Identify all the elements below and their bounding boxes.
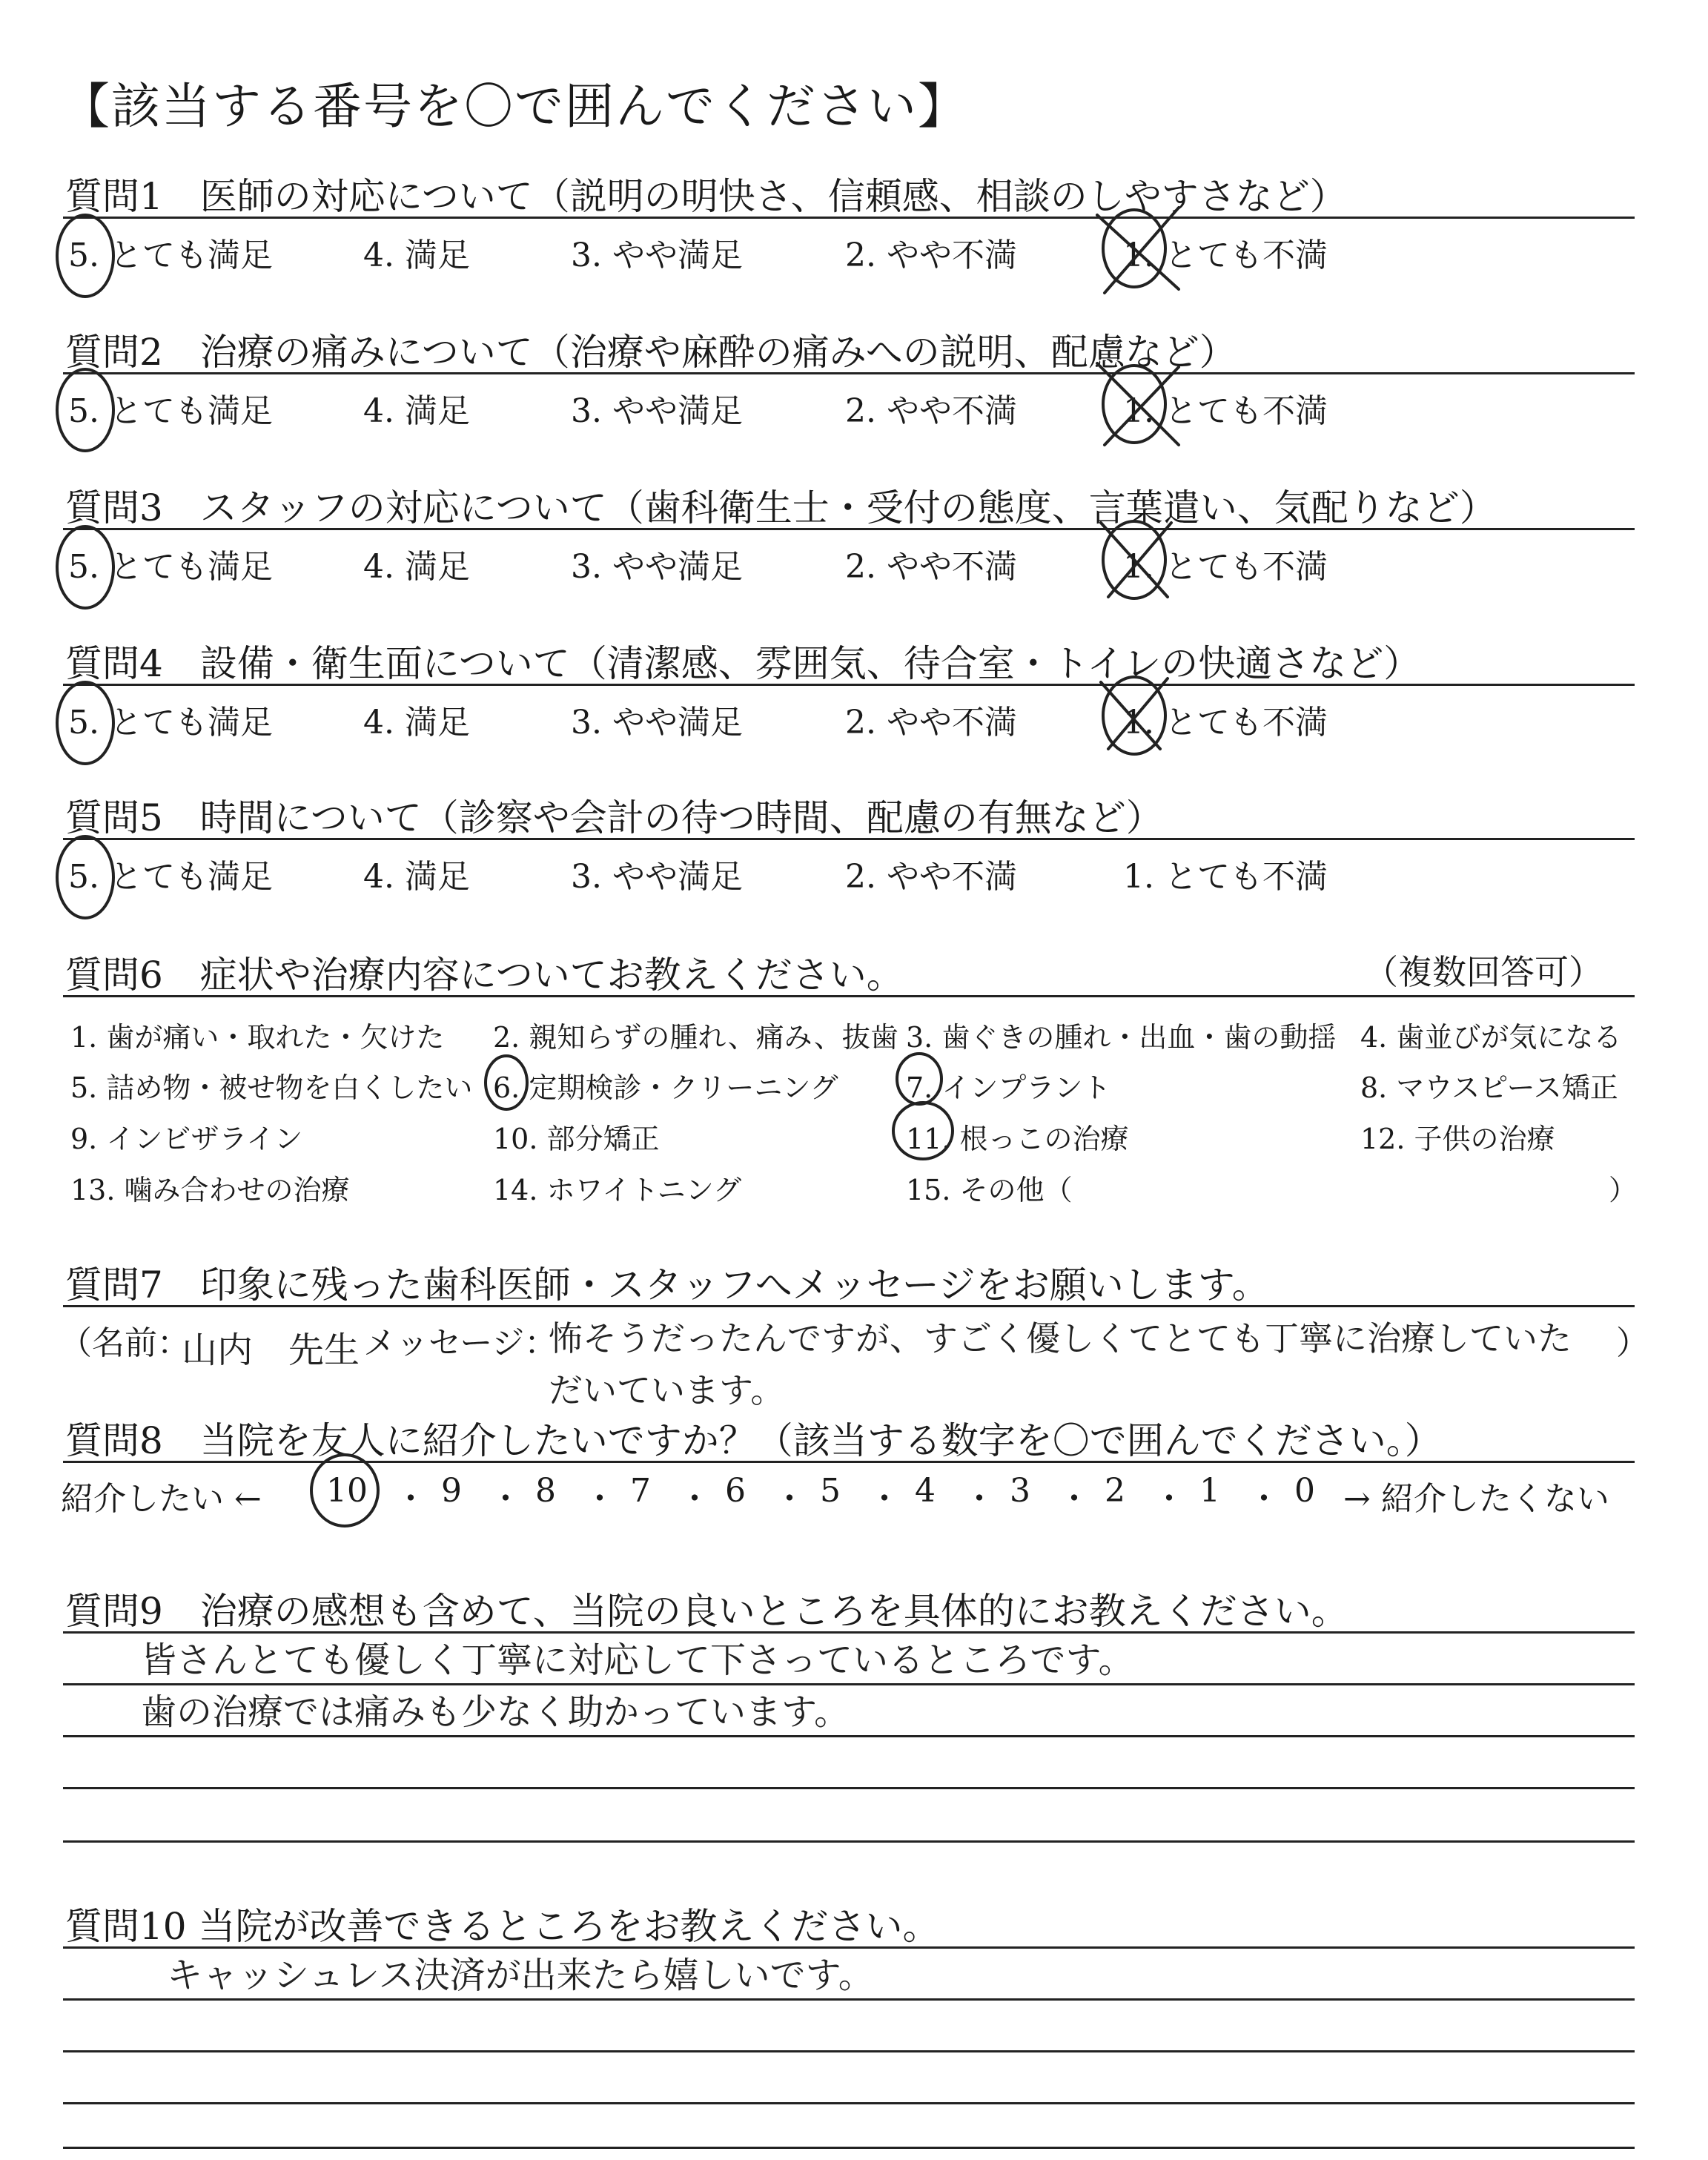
q5-option-4[interactable]: 4. 満足 [363, 858, 470, 896]
q2-option-2[interactable]: 2. やや不満 [845, 392, 1017, 430]
q4-option-3[interactable]: 3. やや満足 [571, 704, 743, 742]
q6-item-15-other[interactable]: 15. その他（ [906, 1174, 1073, 1206]
q6-item-9[interactable]: 9. インビザライン [70, 1123, 303, 1155]
q5-option-2[interactable]: 2. やや不満 [845, 858, 1017, 896]
q8-sep: ・ [773, 1480, 806, 1518]
q4-option-4[interactable]: 4. 満足 [363, 704, 470, 742]
q3-option-2[interactable]: 2. やや不満 [845, 548, 1017, 586]
q8-score-0[interactable]: 0 [1294, 1472, 1315, 1510]
q2-rule [63, 372, 1635, 374]
q10-answer-rule [63, 2102, 1635, 2104]
q8-sep: ・ [1058, 1480, 1090, 1518]
q1-option-4[interactable]: 4. 満足 [363, 237, 470, 274]
q2-option-4[interactable]: 4. 満足 [363, 392, 470, 430]
q6-item-3[interactable]: 3. 歯ぐきの腫れ・出血・歯の動揺 [906, 1021, 1337, 1054]
q8-score-6[interactable]: 6 [725, 1472, 746, 1510]
q6-item-14[interactable]: 14. ホワイトニング [493, 1174, 742, 1206]
q8-score-3[interactable]: 3 [1010, 1472, 1030, 1510]
q6-item-5[interactable]: 5. 詰め物・被せ物を白くしたい [70, 1071, 473, 1104]
q10-answer-rule [63, 2147, 1635, 2149]
q6-title: 質問6 症状や治療内容についてお教えください。 [65, 954, 904, 997]
q2-option-5[interactable]: 5. とても満足 [68, 392, 273, 430]
q8-score-2[interactable]: 2 [1105, 1472, 1125, 1510]
q2-option-1[interactable]: 1. とても不満 [1123, 392, 1328, 430]
q9-answer-rule [63, 1787, 1635, 1789]
q2-option-3[interactable]: 3. やや満足 [571, 392, 743, 430]
q1-option-3[interactable]: 3. やや満足 [571, 237, 743, 274]
q7-name-label: （名前： [59, 1324, 190, 1362]
q6-item-7[interactable]: 7. インプラント [906, 1071, 1111, 1104]
q4-option-1[interactable]: 1. とても不満 [1123, 704, 1328, 742]
q3-title: 質問3 スタッフの対応について（歯科衛生士・受付の態度、言葉遣い、気配りなど） [65, 486, 1497, 529]
q1-rule [63, 217, 1635, 219]
q5-option-5[interactable]: 5. とても満足 [68, 858, 273, 896]
q7-message-value[interactable]: 怖そうだったんですが、すごく優しくてとても丁寧に治療していただいています。 [549, 1318, 1572, 1410]
q4-option-5[interactable]: 5. とても満足 [68, 704, 273, 742]
q5-title: 質問5 時間について（診察や会計の待つ時間、配慮の有無など） [65, 796, 1163, 839]
q8-sep: ・ [868, 1480, 901, 1518]
q7-message-label: メッセージ： [363, 1324, 557, 1362]
q7-title: 質問7 印象に残った歯科医師・スタッフへメッセージをお願いします。 [65, 1264, 1269, 1307]
q6-item-6[interactable]: 6. 定期検診・クリーニング [493, 1071, 838, 1104]
q9-answer-rule [63, 1735, 1635, 1737]
q5-option-1[interactable]: 1. とても不満 [1123, 858, 1328, 896]
q3-rule [63, 528, 1635, 530]
q8-score-8[interactable]: 8 [535, 1472, 556, 1510]
q8-sep: ・ [1248, 1480, 1280, 1518]
q7-name-value[interactable]: 山内 先生 [182, 1330, 360, 1371]
q1-option-5[interactable]: 5. とても満足 [68, 237, 273, 274]
q8-left-label: 紹介したい ← [61, 1480, 262, 1518]
q5-option-3[interactable]: 3. やや満足 [571, 858, 743, 896]
q8-score-5[interactable]: 5 [820, 1472, 841, 1510]
q1-title: 質問1 医師の対応について（説明の明快さ、信頼感、相談のしやすさなど） [65, 175, 1347, 218]
q3-option-1[interactable]: 1. とても不満 [1123, 548, 1328, 586]
q7-rule [63, 1305, 1635, 1307]
q8-score-10[interactable]: 10 [326, 1472, 368, 1510]
q1-option-1[interactable]: 1. とても不満 [1123, 237, 1328, 274]
q9-answer-line-2[interactable]: 歯の治療では痛みも少なく助かっています。 [141, 1691, 850, 1733]
q6-item-8[interactable]: 8. マウスピース矯正 [1360, 1071, 1618, 1104]
q2-title: 質問2 治療の痛みについて（治療や麻酔の痛みへの説明、配慮など） [65, 331, 1237, 374]
q6-multi-answer-note: （複数回答可） [1364, 952, 1603, 992]
q9-answer-rule [63, 1840, 1635, 1843]
q8-score-4[interactable]: 4 [915, 1472, 936, 1510]
q8-sep: ・ [583, 1480, 616, 1518]
q9-answer-line-1[interactable]: 皆さんとても優しく丁寧に対応して下さっているところです。 [141, 1639, 1134, 1681]
q6-item-11[interactable]: 11. 根っこの治療 [906, 1123, 1129, 1155]
q8-score-9[interactable]: 9 [441, 1472, 462, 1510]
form-header: 【該当する番号を〇で囲んでください】 [61, 78, 968, 135]
q7-close-paren: ） [1616, 1324, 1649, 1362]
q10-answer-rule [63, 1998, 1635, 2001]
q1-option-2[interactable]: 2. やや不満 [845, 237, 1017, 274]
q3-option-5[interactable]: 5. とても満足 [68, 548, 273, 586]
q6-item-4[interactable]: 4. 歯並びが気になる [1360, 1021, 1622, 1054]
q10-answer-line-1[interactable]: キャッシュレス決済が出来たら嬉しいです。 [167, 1955, 874, 1996]
q10-answer-rule [63, 2050, 1635, 2052]
q6-item-10[interactable]: 10. 部分矯正 [493, 1123, 660, 1155]
q8-sep: ・ [394, 1480, 427, 1518]
q3-option-3[interactable]: 3. やや満足 [571, 548, 743, 586]
q6-item-13[interactable]: 13. 噛み合わせの治療 [70, 1174, 350, 1206]
q8-sep: ・ [963, 1480, 996, 1518]
q8-right-label: → 紹介したくない [1343, 1480, 1609, 1518]
q4-option-2[interactable]: 2. やや不満 [845, 704, 1017, 742]
q4-rule [63, 684, 1635, 686]
q4-title: 質問4 設備・衛生面について（清潔感、雰囲気、待合室・トイレの快適さなど） [65, 642, 1421, 685]
q8-sep: ・ [678, 1480, 711, 1518]
q9-title: 質問9 治療の感想も含めて、当院の良いところを具体的にお教えください。 [65, 1590, 1348, 1633]
q8-sep: ・ [1153, 1480, 1185, 1518]
q6-rule [63, 995, 1635, 997]
q6-item-15-close-paren: ） [1609, 1174, 1638, 1206]
q8-score-1[interactable]: 1 [1199, 1472, 1220, 1510]
q5-rule [63, 838, 1635, 840]
q10-title: 質問10 当院が改善できるところをお教えください。 [65, 1905, 940, 1948]
q6-item-12[interactable]: 12. 子供の治療 [1360, 1123, 1555, 1155]
q6-item-1[interactable]: 1. 歯が痛い・取れた・欠けた [70, 1021, 445, 1054]
q8-score-7[interactable]: 7 [630, 1472, 651, 1510]
q3-option-4[interactable]: 4. 満足 [363, 548, 470, 586]
q6-item-2[interactable]: 2. 親知らずの腫れ、痛み、抜歯 [493, 1021, 898, 1054]
q8-rule [63, 1461, 1635, 1463]
q8-title: 質問8 当院を友人に紹介したいですか？（該当する数字を〇で囲んでください。） [65, 1419, 1442, 1462]
q8-sep: ・ [489, 1480, 522, 1518]
